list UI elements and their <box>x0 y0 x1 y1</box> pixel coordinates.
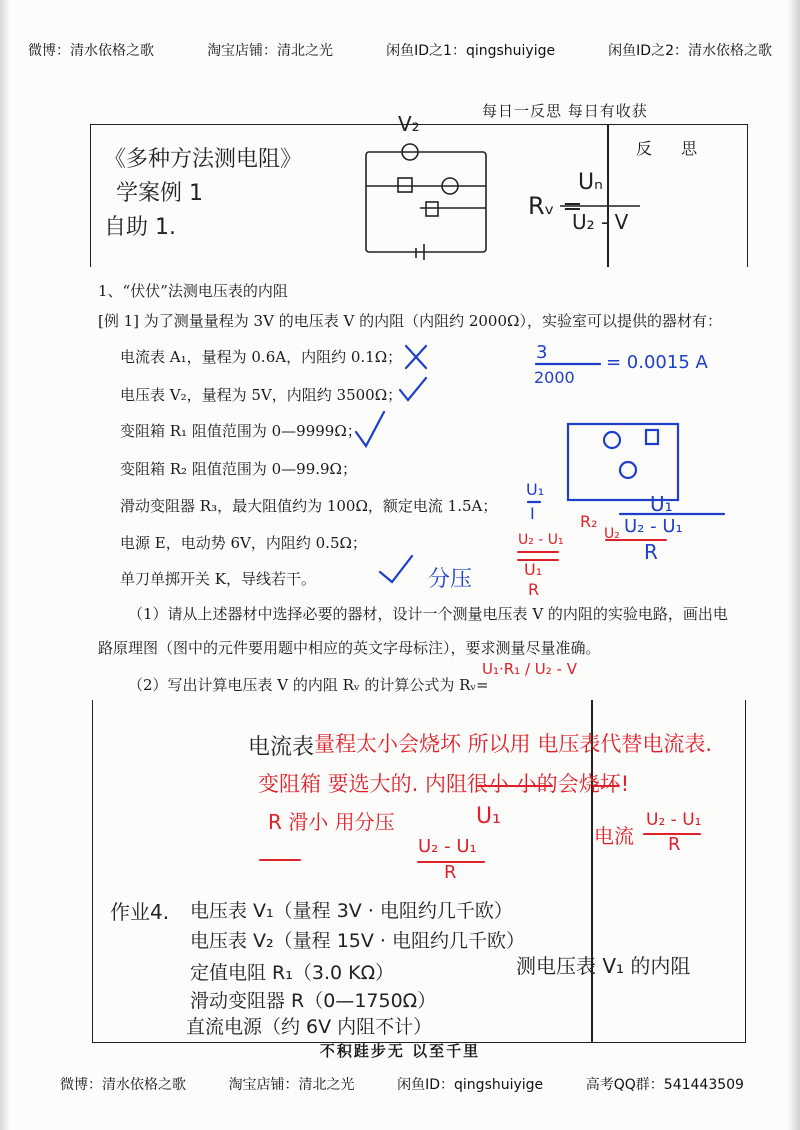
handwritten-red-den: U₂ <box>604 526 620 542</box>
handwritten-v2-label: V₂ <box>398 112 420 136</box>
page-footer <box>28 1074 772 1094</box>
handwritten-side-den: R <box>668 834 681 855</box>
handwritten-big-den-2: R <box>644 540 658 564</box>
handwritten-box-line2: 变阻箱 要选大的. 内阻很小 小的会烧坏! <box>258 772 630 796</box>
handwritten-answer-blank: U₁·R₁ / U₂ - V <box>482 660 577 678</box>
handwritten-calc-num: 3 <box>536 342 548 363</box>
equipment-item-switch: 单刀单掷开关 K，导线若干。 <box>120 570 316 588</box>
handwritten-red-r: R <box>528 580 540 599</box>
handwritten-fenya: 分压 <box>428 567 473 592</box>
handwritten-box-line1-black: 电流表 <box>248 735 315 760</box>
homework-item-v1: 电压表 V₁（量程 3V · 电阻约几千欧） <box>190 900 513 922</box>
footer-qq-group: 高考QQ群：541443509 <box>585 1077 744 1093</box>
equipment-item-resistance-box-2: 变阻箱 R₂ 阻值范围为 0—99.9Ω； <box>120 460 357 478</box>
question-1-line-1: （1）请从上述器材中选择必要的器材，设计一个测量电压表 V 的内阻的实验电路，画出电 <box>128 605 728 623</box>
handwritten-box-line3-num: U₁ <box>476 804 501 829</box>
handwritten-side-label: 电流 <box>594 824 634 848</box>
footer-weibo: 微博：清水依格之歌 <box>60 1077 186 1093</box>
equipment-item-rheostat: 滑动变阻器 R₃，最大阻值约为 100Ω，额定电流 1.5A； <box>120 497 498 515</box>
handwritten-rv-lhs: Rᵥ = <box>528 192 583 220</box>
handwritten-red-num: U₂ - U₁ <box>518 532 564 548</box>
question-1-line-2: 路原理图（图中的元件要用题中相应的英文字母标注），要求测量尽量准确。 <box>98 639 601 657</box>
handwritten-box-line1-red: 量程太小会烧坏 所以用 电压表代替电流表. <box>314 732 713 756</box>
handwritten-red-u1: U₁ <box>524 560 543 579</box>
footer-taobao: 淘宝店铺：清北之光 <box>228 1077 355 1093</box>
handwritten-box-line3-den: U₂ - U₁ <box>418 836 477 857</box>
homework-label: 作业4. <box>110 900 170 924</box>
handwritten-case: 学案例 1 <box>116 181 203 206</box>
equipment-item-voltmeter: 电压表 V₂，量程为 5V，内阻约 3500Ω； <box>120 386 403 404</box>
footer-xianyu: 闲鱼ID：qingshuiyige <box>397 1077 544 1093</box>
handwritten-ratio-u1: U₁ <box>526 480 545 499</box>
daily-slogan: 每日一反思 每日有收获 <box>482 102 648 120</box>
homework-item-power: 直流电源（约 6V 内阻不计） <box>186 1016 433 1038</box>
handwritten-title: 《多种方法测电阻》 <box>104 147 303 172</box>
example-intro: [例 1] 为了测量量程为 3V 的电压表 V 的内阻（内阻约 2000Ω），实验室可以提供的器材有： <box>98 312 722 330</box>
reflection-label: 反 思 <box>636 139 710 158</box>
equipment-item-resistance-box-1: 变阻箱 R₁ 阻值范围为 0—9999Ω； <box>120 422 362 440</box>
header-xianyu-1: 闲鱼ID之1：qingshuiyige <box>386 43 556 59</box>
handwritten-calc-den: 2000 <box>534 368 575 387</box>
handwritten-box-line3: R 滑小 用分压 <box>268 810 395 834</box>
question-2: （2）写出计算电压表 V 的内阻 Rᵥ 的计算公式为 Rᵥ= <box>128 676 489 694</box>
handwritten-ratio-i: I <box>530 504 535 523</box>
header-taobao: 淘宝店铺：清北之光 <box>207 43 334 59</box>
section-title: 1、“伏伏”法测电压表的内阻 <box>98 282 288 300</box>
handwritten-r2-label: R₂ <box>580 512 598 531</box>
handwritten-big-num: U₁ <box>650 492 673 516</box>
homework-item-r1: 定值电阻 R₁（3.0 KΩ） <box>190 962 395 984</box>
homework-goal: 测电压表 V₁ 的内阻 <box>516 954 691 978</box>
motto: 不积跬步无 以至千里 <box>319 1042 481 1060</box>
handwritten-rv-den: U₂ - V <box>572 210 629 234</box>
handwritten-big-den-1: U₂ - U₁ <box>624 516 683 537</box>
header-weibo: 微博：清水依格之歌 <box>28 43 154 59</box>
handwritten-side-num: U₂ - U₁ <box>646 810 702 830</box>
handwritten-box-line3-den2: R <box>444 862 457 883</box>
handwritten-self-help: 自助 1. <box>104 215 176 240</box>
header-xianyu-2: 闲鱼ID之2：清水依格之歌 <box>608 43 772 59</box>
equipment-item-power-source: 电源 E，电动势 6V，内阻约 0.5Ω； <box>120 534 367 552</box>
equipment-item-ammeter: 电流表 A₁，量程为 0.6A，内阻约 0.1Ω； <box>120 348 403 366</box>
handwritten-calc-result: = 0.0015 A <box>606 352 708 373</box>
handwritten-rv-num: Uₙ <box>578 170 603 195</box>
homework-item-v2: 电压表 V₂（量程 15V · 电阻约几千欧） <box>190 930 525 952</box>
homework-item-rheostat: 滑动变阻器 R（0—1750Ω） <box>190 990 437 1012</box>
